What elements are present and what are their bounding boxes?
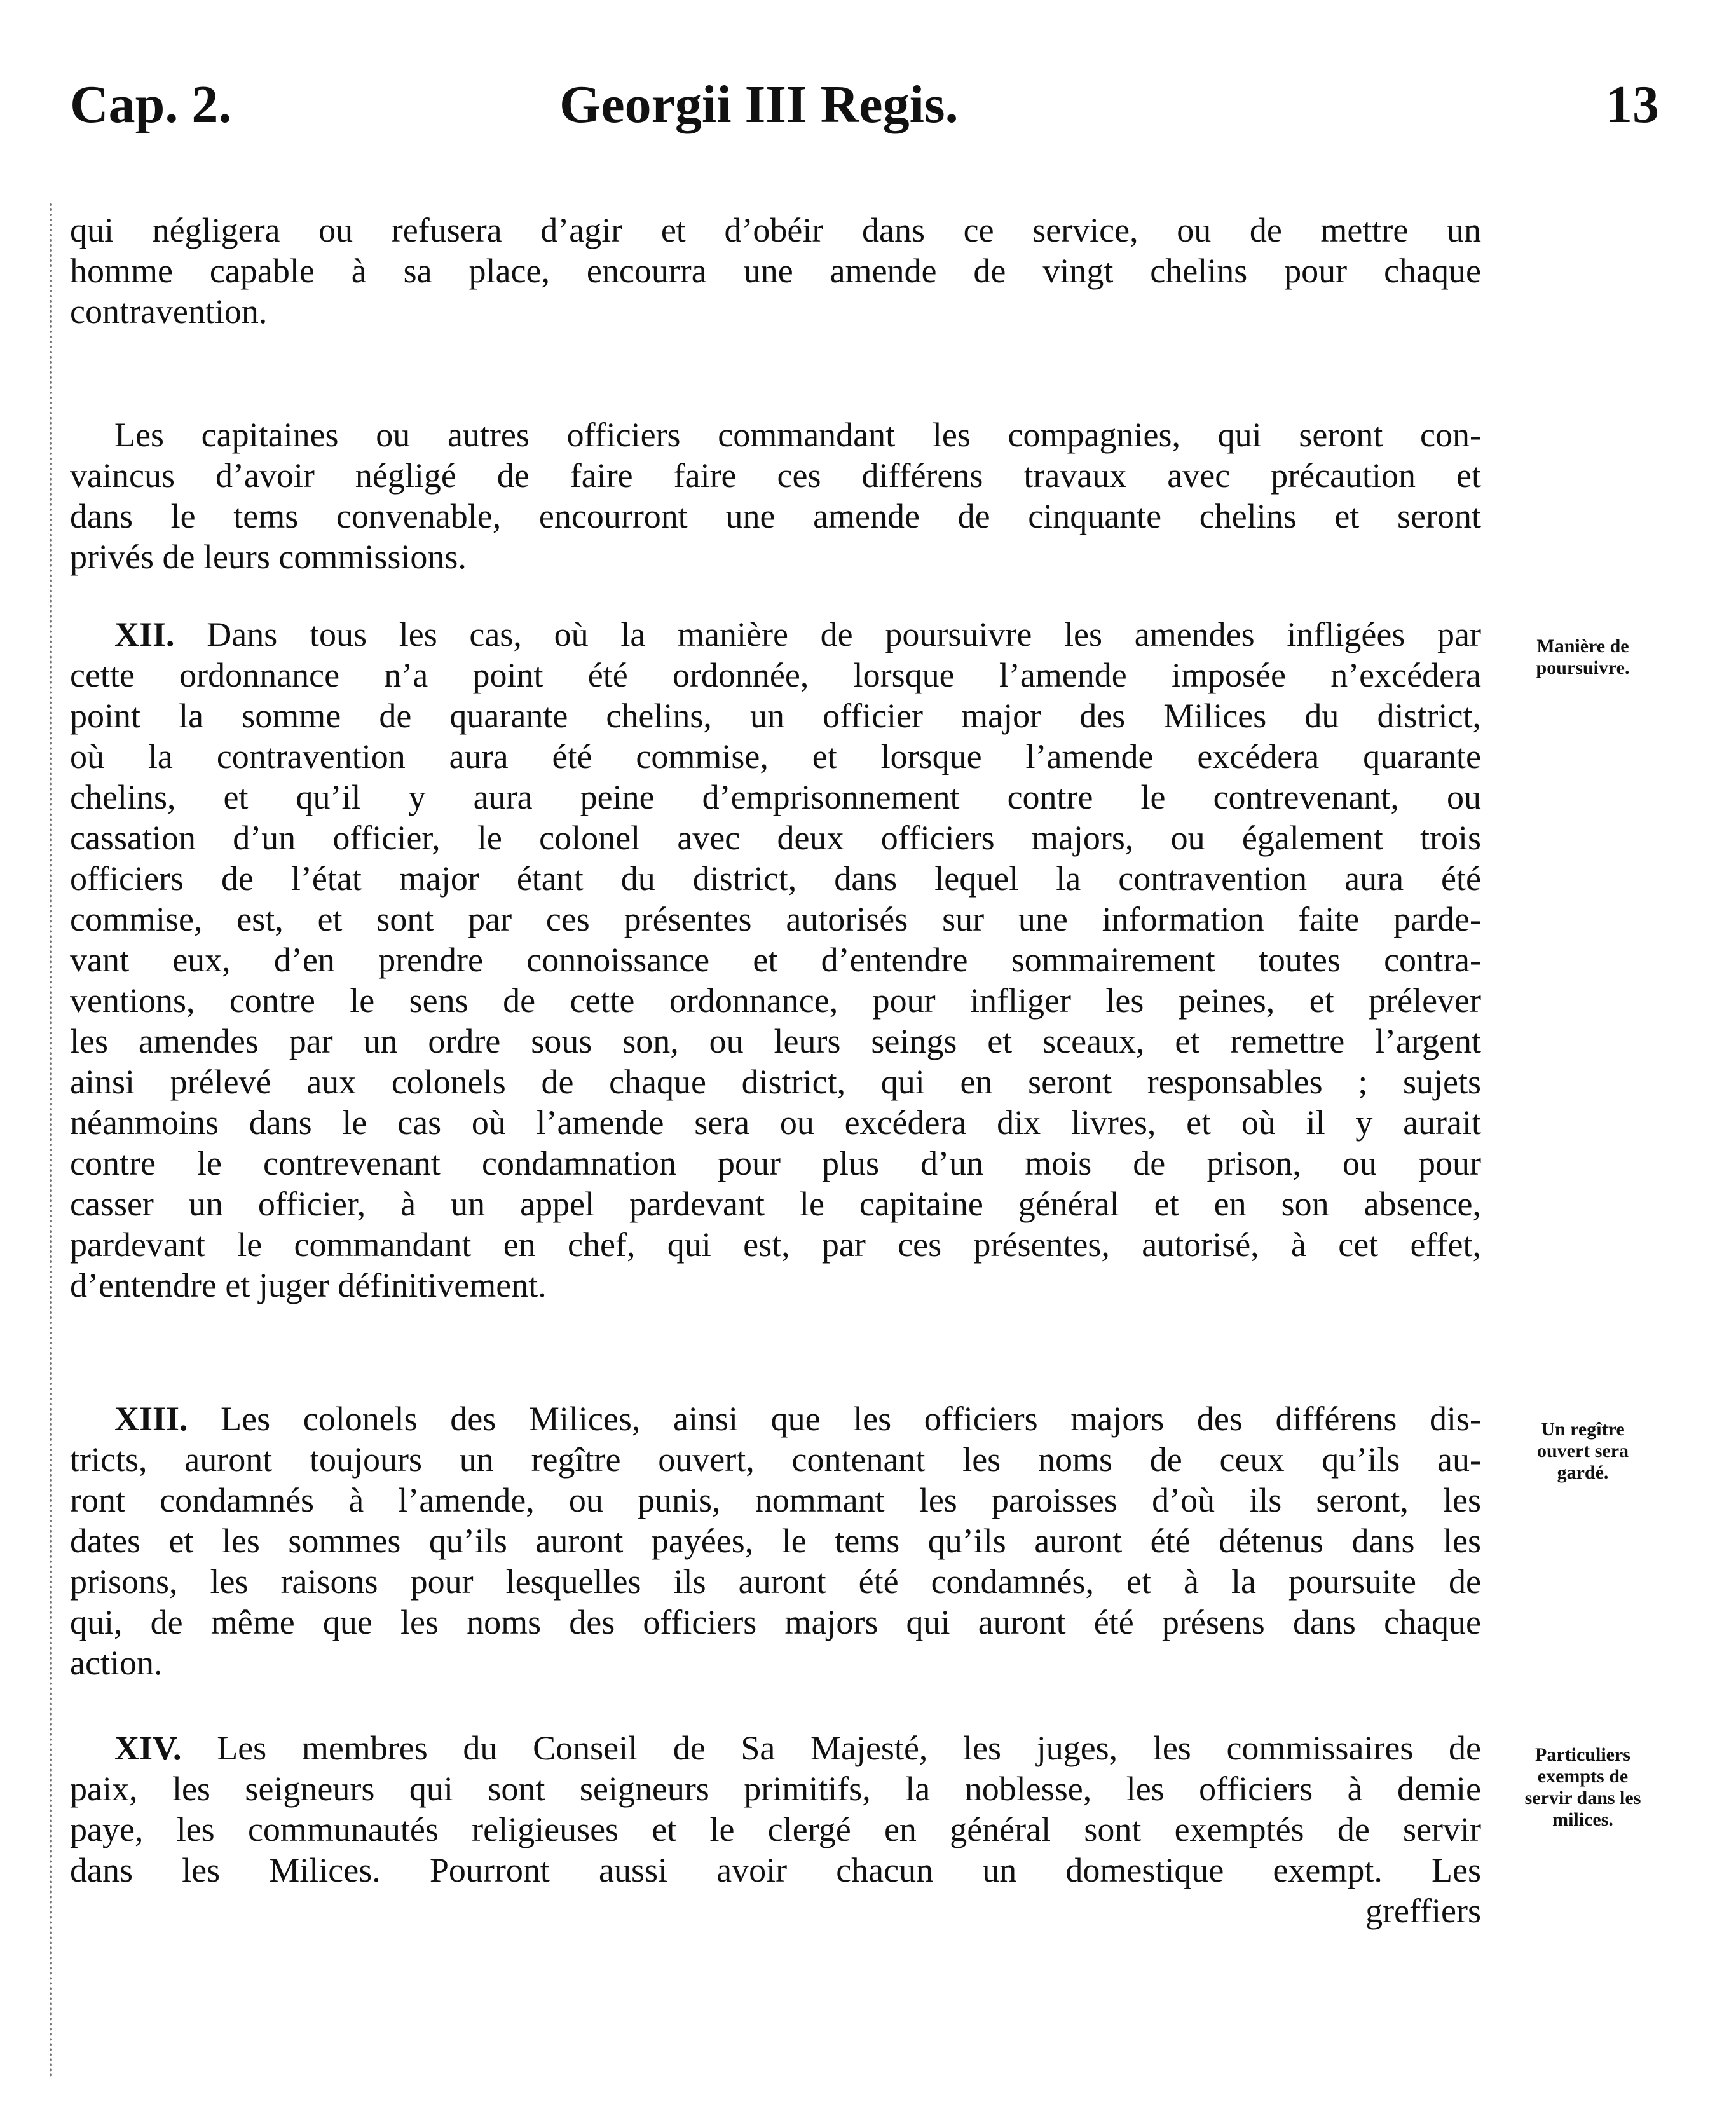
text-line: contravention. bbox=[70, 292, 268, 331]
paragraph-continuation bbox=[70, 210, 1481, 332]
text-line: paye, les communautés religieuses et le clergé en général sont exemptés de servir bbox=[70, 1810, 1481, 1848]
paragraph-captains bbox=[70, 414, 1481, 577]
chapter-label: Cap. 2. bbox=[70, 75, 232, 134]
text-line: néanmoins dans le cas où l’amende sera ou excédera dix livres, et où il y aurait bbox=[70, 1103, 1481, 1142]
text-line: officiers de l’état major étant du district, dans lequel la contravention aura été bbox=[70, 859, 1481, 898]
catchword: greffiers bbox=[1365, 1892, 1481, 1930]
margin-note-line: Un regître bbox=[1541, 1419, 1625, 1440]
text-line: pardevant le commandant en chef, qui est, par ces présentes, autorisé, à cet effet, bbox=[70, 1226, 1481, 1264]
text-line: XIV. Les membres du Conseil de Sa Majesté, les juges, les commissaires de bbox=[114, 1729, 1482, 1767]
running-header bbox=[70, 70, 1659, 140]
text-line: ventions, contre le sens de cette ordonnance, pour infliger les peines, et prélever bbox=[70, 981, 1481, 1020]
text-line: privés de leurs commissions. bbox=[70, 538, 467, 576]
text-line: XIII. Les colonels des Milices, ainsi que les officiers majors des différens dis- bbox=[114, 1400, 1481, 1438]
text-line: casser un officier, à un appel pardevant le capitaine général et en son absence, bbox=[70, 1185, 1481, 1223]
margin-note-line: milices. bbox=[1552, 1809, 1613, 1830]
margin-binding-mark bbox=[50, 203, 57, 2079]
text-line: paix, les seigneurs qui sont seigneurs primitifs, la noblesse, les officiers à demie bbox=[70, 1770, 1481, 1808]
section-number: XIII. bbox=[114, 1400, 188, 1438]
page-number: 13 bbox=[1606, 75, 1659, 134]
text-line: vant eux, d’en prendre connoissance et d’entendre sommairement toutes contra- bbox=[70, 941, 1481, 979]
text-line: cassation d’un officier, le colonel avec deux officiers majors, ou également trois bbox=[70, 819, 1481, 857]
margin-note-line: servir dans les bbox=[1524, 1787, 1641, 1808]
text-line: cette ordonnance n’a point été ordonnée, lorsque l’amende imposée n’excédera bbox=[70, 656, 1481, 694]
margin-note-line: ouvert sera bbox=[1536, 1440, 1629, 1461]
text-line: où la contravention aura été commise, et lorsque l’amende excédera quarante bbox=[70, 737, 1481, 775]
text-line: contre le contrevenant condamnation pour plus d’un mois de prison, ou pour bbox=[70, 1144, 1481, 1182]
text-line: dates et les sommes qu’ils auront payées, le tems qu’ils auront été détenus dans les bbox=[70, 1522, 1481, 1560]
margin-note-registre bbox=[1487, 1419, 1678, 1484]
text-line: prisons, les raisons pour lesquelles ils auront été condamnés, et à la poursuite de bbox=[70, 1562, 1481, 1601]
running-title: Georgii III Regis. bbox=[559, 75, 959, 134]
text-line: Les capitaines ou autres officiers commandant les compagnies, qui seront con- bbox=[114, 416, 1481, 454]
section-number: XII. bbox=[114, 615, 175, 653]
section-xiv bbox=[70, 1728, 1481, 1931]
text-line: commise, est, et sont par ces présentes autorisés sur une information faite parde- bbox=[70, 900, 1481, 938]
margin-note-exempts bbox=[1487, 1744, 1678, 1831]
text-line: homme capable à sa place, encourra une amende de vingt chelins pour chaque bbox=[70, 252, 1481, 290]
text-line: dans le tems convenable, encourront une amende de cinquante chelins et seront bbox=[70, 497, 1481, 535]
text-line: ainsi prélevé aux colonels de chaque district, qui en seront responsables ; sujets bbox=[70, 1063, 1481, 1101]
margin-note-line: poursuivre. bbox=[1536, 657, 1630, 678]
text-line: tricts, auront toujours un regître ouvert, contenant les noms de ceux qu’ils au- bbox=[70, 1440, 1481, 1479]
text-line: XII. Dans tous les cas, où la manière de poursuivre les amendes infligées par bbox=[114, 615, 1482, 653]
text-line: ront condamnés à l’amende, ou punis, nommant les paroisses d’où ils seront, les bbox=[70, 1481, 1481, 1519]
text-line: dans les Milices. Pourront aussi avoir chacun un domestique exempt. Les bbox=[70, 1851, 1481, 1889]
margin-note-line: gardé. bbox=[1557, 1462, 1609, 1483]
text-line: les amendes par un ordre sous son, ou leurs seings et sceaux, et remettre l’argent bbox=[70, 1022, 1481, 1060]
section-xiii bbox=[70, 1398, 1481, 1683]
text-line: point la somme de quarante chelins, un officier major des Milices du district, bbox=[70, 697, 1481, 735]
text-line: chelins, et qu’il y aura peine d’emprisonnement contre le contrevenant, ou bbox=[70, 778, 1481, 816]
section-xii bbox=[70, 614, 1481, 1306]
text-line: qui, de même que les noms des officiers majors qui auront été présens dans chaque bbox=[70, 1603, 1481, 1641]
section-number: XIV. bbox=[114, 1729, 182, 1767]
text-line: vaincus d’avoir négligé de faire faire ces différens travaux avec précaution et bbox=[70, 456, 1481, 495]
margin-note-line: exempts de bbox=[1537, 1766, 1629, 1787]
margin-note-line: Manière de bbox=[1536, 636, 1629, 657]
margin-note-poursuivre bbox=[1487, 636, 1678, 679]
text-line: qui négligera ou refusera d’agir et d’obéir dans ce service, ou de mettre un bbox=[70, 211, 1481, 249]
text-line: action. bbox=[70, 1644, 163, 1682]
text-line: d’entendre et juger définitivement. bbox=[70, 1266, 547, 1304]
margin-note-line: Particuliers bbox=[1535, 1744, 1630, 1765]
